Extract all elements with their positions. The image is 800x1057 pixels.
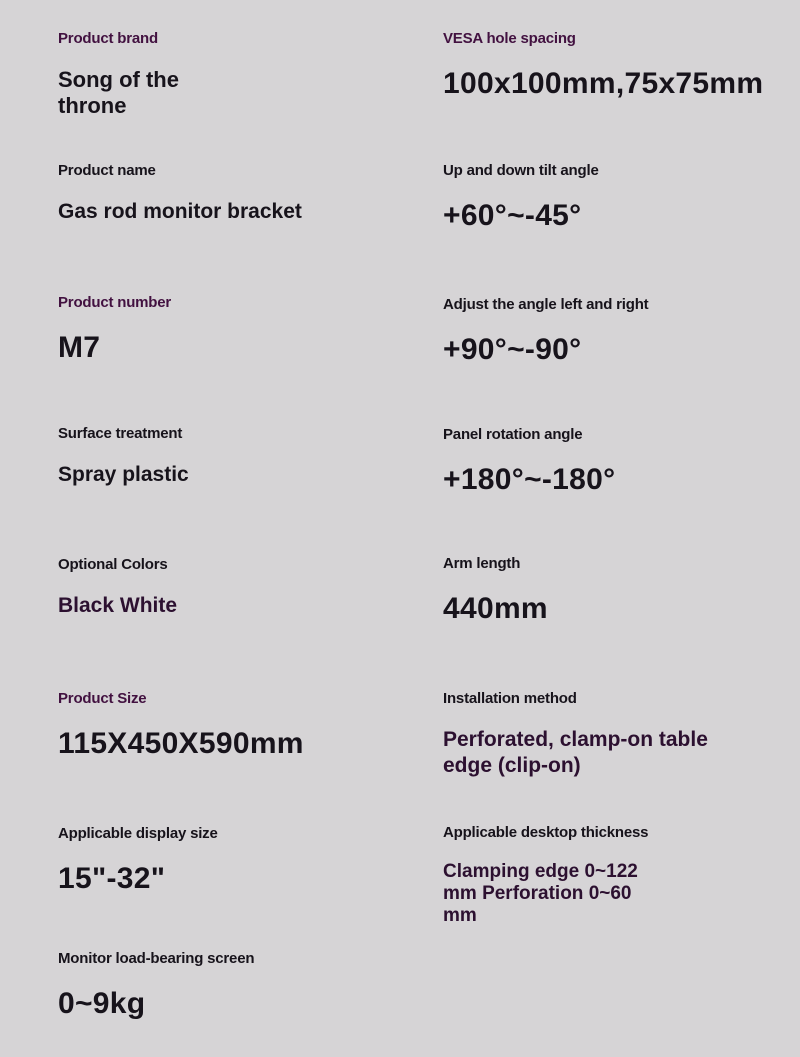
product-name-value: Gas rod monitor bracket	[58, 200, 302, 223]
spec-surface-treatment	[58, 425, 189, 488]
product-number-label: Product number	[58, 294, 172, 311]
spec-swivel-angle	[443, 296, 648, 367]
product-size-label: Product Size	[58, 690, 147, 707]
surface-treatment-value: Spray plastic	[58, 463, 189, 486]
spec-product-name	[58, 162, 302, 225]
swivel-angle-value: +90°~-90°	[443, 333, 582, 366]
display-size-value: 15"-32"	[58, 862, 166, 895]
spec-load-bearing	[58, 950, 254, 1021]
desktop-thickness-label: Applicable desktop thickness	[443, 824, 649, 841]
arm-length-label: Arm length	[443, 555, 521, 572]
product-brand-value: Song of the throne	[58, 67, 186, 118]
vesa-spacing-label: VESA hole spacing	[443, 30, 576, 47]
load-bearing-label: Monitor load-bearing screen	[58, 950, 255, 967]
vesa-spacing-value: 100x100mm,75x75mm	[443, 67, 764, 100]
surface-treatment-label: Surface treatment	[58, 425, 183, 442]
spec-display-size	[58, 825, 218, 896]
tilt-angle-label: Up and down tilt angle	[443, 162, 599, 179]
product-number-value: M7	[58, 331, 101, 364]
spec-installation-method	[443, 690, 743, 779]
spec-product-brand	[58, 30, 243, 119]
desktop-thickness-value: Clamping edge 0~122 mm Perforation 0~60 mm	[443, 861, 644, 926]
tilt-angle-value: +60°~-45°	[443, 199, 582, 232]
spec-desktop-thickness	[443, 824, 658, 927]
swivel-angle-label: Adjust the angle left and right	[443, 296, 649, 313]
optional-colors-label: Optional Colors	[58, 556, 168, 573]
load-bearing-value: 0~9kg	[58, 987, 146, 1020]
spec-arm-length	[443, 555, 548, 626]
product-size-value: 115X450X590mm	[58, 727, 304, 760]
spec-product-size	[58, 690, 304, 761]
spec-product-number	[58, 294, 171, 365]
display-size-label: Applicable display size	[58, 825, 218, 842]
optional-colors-value: Black White	[58, 594, 178, 617]
spec-optional-colors	[58, 556, 177, 619]
spec-tilt-angle	[443, 162, 599, 233]
arm-length-value: 440mm	[443, 592, 548, 625]
product-brand-label: Product brand	[58, 30, 158, 47]
installation-method-value: Perforated, clamp-on table edge (clip-on)	[443, 728, 714, 777]
rotation-angle-label: Panel rotation angle	[443, 426, 583, 443]
spec-rotation-angle	[443, 426, 615, 497]
installation-method-label: Installation method	[443, 690, 577, 707]
product-name-label: Product name	[58, 162, 156, 179]
spec-vesa-spacing	[443, 30, 763, 101]
rotation-angle-value: +180°~-180°	[443, 463, 616, 496]
